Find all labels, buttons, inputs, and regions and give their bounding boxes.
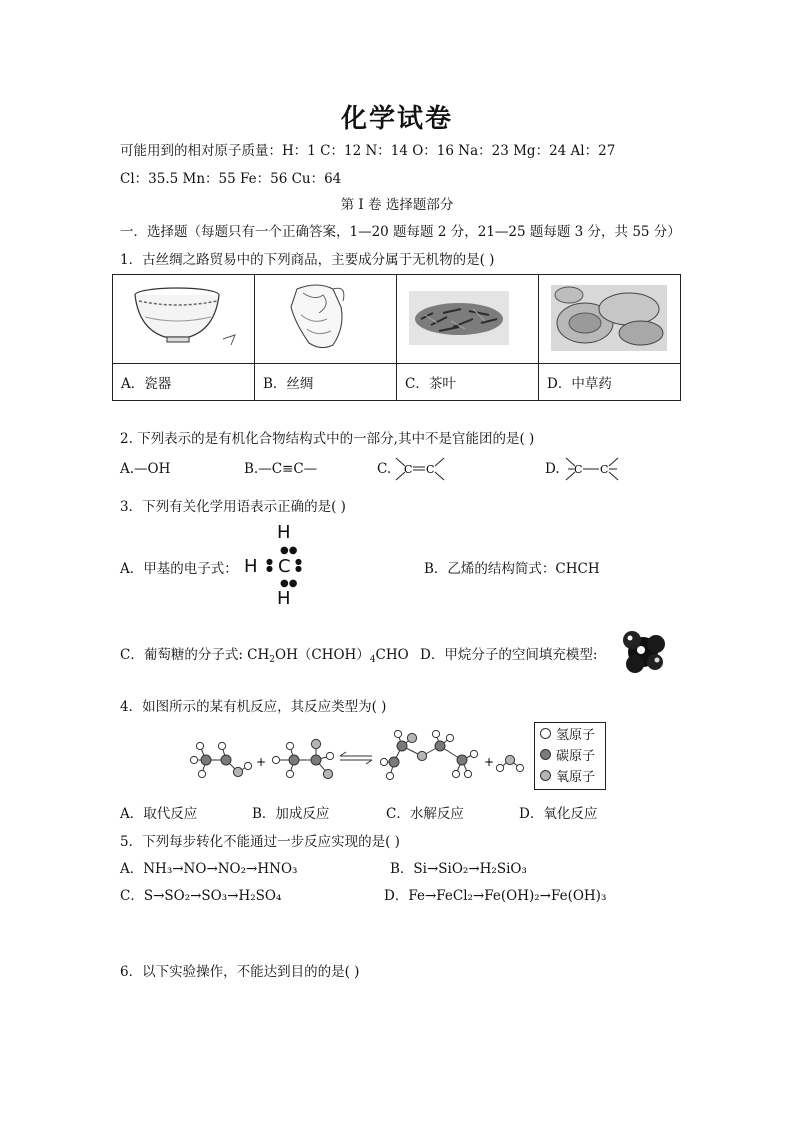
glucose-formula-prefix: C．葡萄糖的分子式: CH [120,647,270,663]
electron-pair-left: ● ● [266,557,273,573]
option-a-label: A．瓷器 [113,364,255,401]
q4-option-b: B．加成反应 [252,806,330,822]
legend-hydrogen [535,723,605,744]
q2-option-c-structure [392,455,450,483]
legend-label: 碳原子 [556,749,596,764]
carbon-atom-left: C [574,463,583,476]
section-title: 第 I 卷 选择题部分 [340,197,454,213]
subscript: 4 [369,655,376,665]
question-2-stem: 2. 下列表示的是有机化合物结构式中的一部分,其中不是官能团的是( ) [120,431,535,447]
plus-sign: + [256,755,267,769]
carbon-atom-right: C [600,463,609,476]
carbon-atom-left: C [404,463,413,476]
glucose-formula-mid: OH（CHOH） [275,647,370,663]
glucose-formula-end: CHO [375,647,409,663]
carbon-atom-center: C [278,556,291,577]
q5-option-d: D．Fe→FeCl₂→Fe(OH)₂→Fe(OH)₃ [384,888,607,904]
option-image-cell [255,275,397,364]
q4-option-d: D．氧化反应 [519,806,598,822]
q4-option-a: A．取代反应 [120,806,198,822]
carbon-dot-icon [540,749,551,760]
q2-option-b: B.—C≡C— [244,461,318,477]
tea-leaves-image [403,279,533,355]
herbal-medicine-image [545,279,675,355]
page-title: 化学试卷 [340,104,453,134]
option-c-label: C．茶叶 [397,364,539,401]
question-4-stem: 4．如图所示的某有机反应，其反应类型为( ) [120,699,387,715]
hydrogen-atom-bottom: H [277,588,291,609]
q3-option-b: B．乙烯的结构简式：CHCH [424,561,600,577]
subscript: 2 [269,655,276,665]
electron-pair-top: ●● [280,545,298,556]
q3-option-a-label: A．甲基的电子式： [120,561,238,577]
atomic-masses-line2: Cl：35.5 Mn：55 Fe：56 Cu：64 [120,171,342,187]
option-image-cell [539,275,681,364]
part-heading: 一．选择题（每题只有一个正确答案，1—20 题每题 2 分，21—25 题每题 3 分，共 55 分） [120,224,681,240]
legend-label: 氧原子 [556,770,596,785]
hydrogen-dot-icon [540,728,551,739]
porcelain-bowl-image [119,279,249,355]
q4-option-c: C．水解反应 [386,806,464,822]
atom-legend [534,722,606,790]
question-5-stem: 5．下列每步转化不能通过一步反应实现的是( ) [120,834,400,850]
option-b-label: B．丝绸 [255,364,397,401]
question-1-options-table [112,274,681,401]
reaction-diagram [186,730,526,786]
carbon-atom-right: C [426,463,435,476]
silk-fabric-image [261,279,391,355]
legend-carbon [535,744,605,765]
oxygen-dot-icon [540,770,551,781]
question-6-stem: 6．以下实验操作，不能达到目的的是( ) [120,964,360,980]
atomic-masses-line1: 可能用到的相对原子质量：H：1 C：12 N：14 O：16 Na：23 Mg：24 Al：27 [120,143,616,159]
hydrogen-atom-top: H [277,522,291,543]
question-1-stem: 1．古丝绸之路贸易中的下列商品，主要成分属于无机物的是( ) [120,252,495,268]
q5-option-b: B．Si→SiO₂→H₂SiO₃ [390,861,527,877]
option-image-cell [113,275,255,364]
q2-option-a: A.—OH [120,461,171,477]
q2-option-c-label: C. [377,461,392,477]
legend-oxygen [535,765,605,786]
methyl-electron-formula [242,522,314,610]
q3-option-d: D．甲烷分子的空间填充模型: [420,647,598,663]
question-3-stem: 3．下列有关化学用语表示正确的是( ) [120,499,346,515]
q3-option-c [120,643,409,665]
plus-sign: + [484,755,495,769]
q2-option-d-label: D. [545,461,560,477]
q2-option-d-structure [562,455,624,483]
legend-label: 氢原子 [556,728,596,743]
q5-option-c: C．S→SO₂→SO₃→H₂SO₄ [120,888,282,904]
hydrogen-atom-left: H [244,556,258,577]
option-image-cell [397,275,539,364]
q5-option-a: A．NH₃→NO→NO₂→HNO₃ [120,861,298,877]
electron-pair-right: ● ● [295,557,302,573]
electron-pair-bottom: ●● [280,578,298,589]
methane-space-filling-model [619,628,669,674]
option-d-label: D．中草药 [539,364,681,401]
